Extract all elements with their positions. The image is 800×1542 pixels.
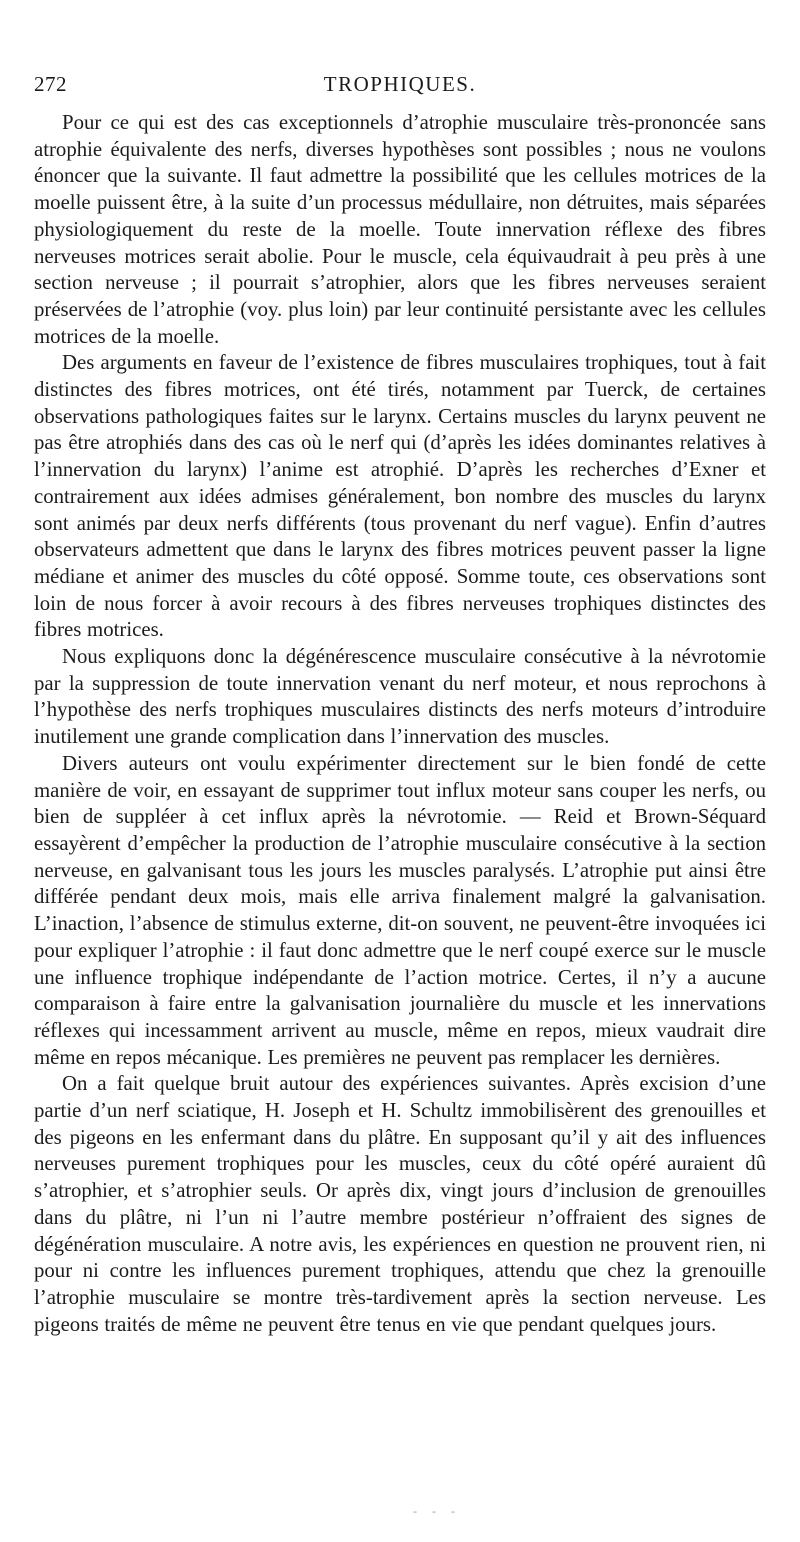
- paragraph-larynx-arguments: Des arguments en faveur de l’existence de fibres musculaires trophiques, tout à fait distinctes des fibres motrices, ont été tirés, notamment par Tuerck, de certaines observations pathologiques faites sur le larynx. Certains muscles du larynx peuvent ne pas être atrophiés dans des cas où le nerf qui (d’après les idées dominantes relatives à l’innervation du larynx) l’anime est atrophié. D’après les recherches d’Exner et contrairement aux idées admises généralement, bon nombre des muscles du larynx sont animés par deux nerfs différents (tous provenant du nerf vague). Enfin d’autres observateurs admettent que dans le larynx des fibres motrices peuvent passer la ligne médiane et animer des muscles du côté opposé. Somme toute, ces observations sont loin de nous forcer à avoir recours à des fibres nerveuses trophiques distinctes des fibres motrices.: [34, 351, 766, 642]
- body-text: [34, 110, 766, 1338]
- running-head: [34, 72, 766, 100]
- paragraph-atrophie-exceptionnelle: Pour ce qui est des cas exceptionnels d’atrophie musculaire très-prononcée sans atrophie équivalente des nerfs, diverses hypothèses sont possibles ; nous ne voulons énoncer que la suivante. Il faut admettre la possibilité que les cellules motrices de la moelle puissent être, à la suite d’un processus médullaire, non détruites, mais séparées physiologiquement du reste de la moelle. Toute innervation réflexe des fibres nerveuses motrices serait abolie. Pour le muscle, cela équivaudrait à peu près à une section nerveuse ; il pourrait s’atrophier, alors que les fibres nerveuses seraient préservées de l’atrophie (voy. plus loin) par leur continuité persistante avec les cellules motrices de la moelle.: [34, 111, 766, 348]
- paragraph-galvanisation: Divers auteurs ont voulu expérimenter directement sur le bien fondé de cette manière de voir, en essayant de supprimer tout influx moteur sans couper les nerfs, ou bien de suppléer à cet influx après la névrotomie. — Reid et Brown-Séquard essayèrent d’empêcher la production de l’atrophie musculaire consécutive à la section nerveuse, en galvanisant tous les jours les muscles paralysés. L’atrophie put ainsi être différée pendant deux mois, mais elle arriva finalement malgré la galvanisation. L’inaction, l’absence de stimulus externe, dit-on souvent, ne peuvent-être invoquées ici pour expliquer l’atrophie : il faut donc admettre que le nerf coupé exerce sur le muscle une influence trophique indépendante de l’action motrice. Certes, il n’y a aucune comparaison à faire entre la galvanisation journalière du muscle et les innervations réflexes qui incessamment arrivent au muscle, même en repos, mieux vaudrait dire même en repos mécanique. Les premières ne peuvent pas remplacer les dernières.: [34, 751, 766, 1069]
- paragraph-experiences-platre: On a fait quelque bruit autour des expériences suivantes. Après excision d’une partie d’un nerf sciatique, H. Joseph et H. Schultz immobilisèrent des grenouilles et des pigeons en les enfermant dans du plâtre. En supposant qu’il y ait des influences nerveuses purement trophiques pour les muscles, ceux du côté opéré auraient dû s’atrophier, et s’atrophier seuls. Or après dix, vingt jours d’inclusion de grenouilles dans du plâtre, ni l’un ni l’autre membre postérieur n’offraient des signes de dégénération musculaire. A notre avis, les expériences en question ne prouvent rien, ni pour ni contre les influences purement trophiques, attendu que chez la grenouille l’atrophie musculaire se montre très-tardivement après la section nerveuse. Les pigeons traités de même ne peuvent être tenus en vie que pendant quelques jours.: [34, 1072, 766, 1336]
- page-number: 272: [34, 72, 67, 96]
- book-page: [34, 0, 766, 1542]
- running-title: TROPHIQUES.: [323, 72, 477, 96]
- paragraph-explication-nevrotomie: Nous expliquons donc la dégénérescence musculaire consécutive à la névrotomie par la suppression de toute innervation venant du nerf moteur, et nous reprochons à l’hypothèse des nerfs trophiques musculaires distincts des nerfs moteurs d’introduire inutilement une grande complication dans l’innervation des muscles.: [34, 645, 766, 749]
- footer-dash-mark: - - -: [413, 1504, 461, 1518]
